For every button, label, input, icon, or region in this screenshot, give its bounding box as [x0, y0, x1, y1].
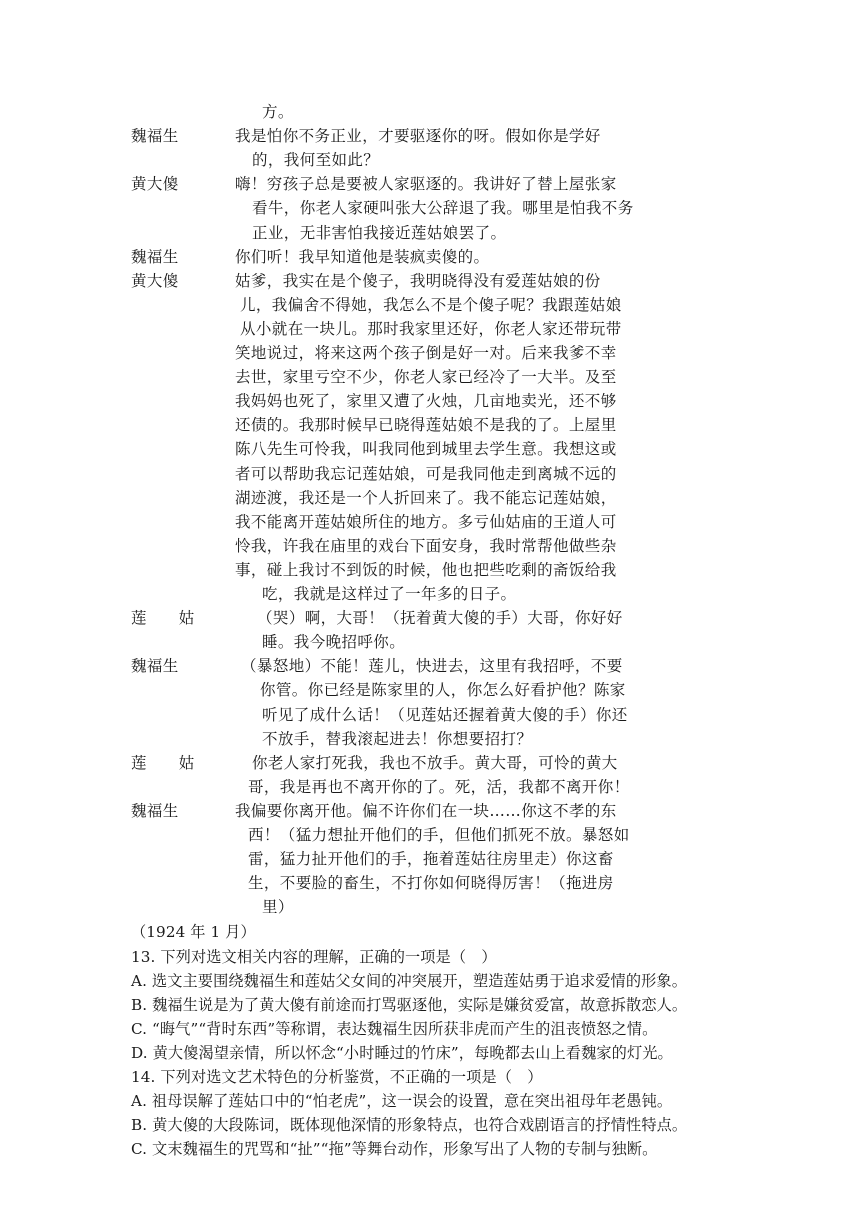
dialogue-line: 事，碰上我讨不到饭的时候，他也把些吃剩的斋饭给我	[235, 560, 617, 579]
dialogue-line: 的，我何至如此？	[252, 151, 380, 170]
date-note: （1924 年 1 月）	[131, 923, 256, 942]
question-13-option: B. 魏福生说是为了黄大傻有前途而打骂驱逐他，实际是嫌贫爱富，故意拆散恋人。	[131, 995, 688, 1014]
dialogue-line: 看牛，你老人家硬叫张大公辞退了我。哪里是怕我不务	[252, 199, 634, 218]
dialogue-line: 不放手，替我滚起进去！你想要招打？	[262, 729, 533, 748]
dialogue-line: 吃，我就是这样过了一年多的日子。	[262, 585, 517, 603]
dialogue-line: 你管。你已经是陈家里的人，你怎么好看护他？陈家	[260, 681, 626, 700]
speaker-name: 魏福生	[131, 127, 179, 146]
speaker-name: 黄大傻	[131, 271, 179, 290]
dialogue-line: （暴怒地）不能！莲儿，快进去，这里有我招呼，不要	[241, 657, 623, 676]
dialogue-line: 怜我，许我在庙里的戏台下面安身，我时常帮他做些杂	[235, 536, 617, 555]
question-14-option: A. 祖母误解了莲姑口中的“怕老虎”，这一误会的设置，意在突出祖母年老愚钝。	[131, 1092, 673, 1111]
dialogue-line: 陈八先生可怜我，叫我同他到城里去学生意。我想这或	[235, 440, 617, 459]
speaker-name: 魏福生	[131, 801, 179, 820]
dialogue-line: 里）	[262, 898, 294, 917]
dialogue-line: 我妈妈也死了，家里又遭了火烛，几亩地卖光，还不够	[235, 392, 617, 411]
question-13-stem: 13. 下列对选文相关内容的理解，正确的一项是（ ）	[131, 947, 497, 966]
dialogue-line: 笑地说过，将来这两个孩子倒是好一对。后来我爹不幸	[235, 344, 617, 362]
dialogue-line: 者可以帮助我忘记莲姑娘，可是我同他走到离城不远的	[235, 464, 617, 483]
dialogue-line: 从小就在一块儿。那时我家里还好，你老人家还带玩带	[240, 319, 622, 338]
question-14-stem: 14. 下列对选文艺术特色的分析鉴赏，不正确的一项是（ ）	[131, 1068, 543, 1086]
speaker-name: 莲 姑	[131, 609, 195, 628]
speaker-name: 魏福生	[131, 247, 179, 266]
speaker-name: 魏福生	[131, 657, 179, 676]
dialogue-line: 还债的。我那时候早已晓得莲姑娘不是我的了。上屋里	[235, 416, 617, 435]
dialogue-line: 睡。我今晚招呼你。	[262, 633, 406, 652]
dialogue-line: 嗨！穷孩子总是要被人家驱逐的。我讲好了替上屋张家	[235, 175, 617, 194]
dialogue-line: （哭）啊，大哥！（抚着黄大傻的手）大哥，你好好	[257, 609, 623, 628]
dialogue-line: 方。	[262, 103, 294, 121]
dialogue-line: 我偏要你离开他。偏不许你们在一块……你这不孝的东	[235, 801, 617, 820]
dialogue-line: 雷，猛力扯开他们的手，拖着莲姑往房里走）你这畜	[248, 850, 614, 869]
dialogue-line: 我是怕你不务正业，才要驱逐你的呀。假如你是学好	[235, 127, 601, 146]
dialogue-line: 湖迹渡，我还是一个人折回来了。我不能忘记莲姑娘，	[235, 488, 617, 507]
dialogue-line: 去世，家里亏空不少，你老人家已经冷了一大半。及至	[235, 368, 617, 387]
dialogue-line: 听见了成什么话！（见莲姑还握着黄大傻的手）你还	[262, 705, 628, 724]
question-14-option: C. 文末魏福生的咒骂和“扯”“拖”等舞台动作，形象写出了人物的专制与独断。	[131, 1140, 658, 1159]
dialogue-line: 你老人家打死我，我也不放手。黄大哥，可怜的黄大	[252, 753, 618, 772]
speaker-name: 莲 姑	[131, 753, 195, 772]
question-13-option: A. 选文主要围绕魏福生和莲姑父女间的冲突展开，塑造莲姑勇于追求爱情的形象。	[131, 971, 687, 990]
question-13-option: D. 黄大傻渴望亲情，所以怀念“小时睡过的竹床”，每晚都去山上看魏家的灯光。	[131, 1043, 673, 1062]
question-13-option: C. “晦气”“背时东西”等称谓，表达魏福生因所获非虎而产生的沮丧愤怒之情。	[131, 1019, 658, 1038]
question-14-option: B. 黄大傻的大段陈词，既体现他深情的形象特点，也符合戏剧语言的抒情性特点。	[131, 1116, 688, 1135]
dialogue-line: 儿，我偏舍不得她，我怎么不是个傻子呢？我跟莲姑娘	[240, 295, 622, 314]
dialogue-line: 姑爹，我实在是个傻子，我明晓得没有爱莲姑娘的份	[235, 271, 601, 290]
dialogue-line: 哥，我是再也不离开你的了。死，活，我都不离开你！	[248, 777, 630, 796]
speaker-name: 黄大傻	[131, 175, 179, 194]
dialogue-line: 你们听！我早知道他是装疯卖傻的。	[235, 247, 490, 266]
dialogue-line: 正业，无非害怕我接近莲姑娘罢了。	[252, 223, 507, 242]
dialogue-line: 生，不要脸的畜生，不打你如何晓得厉害！（拖进房	[248, 874, 614, 893]
dialogue-line: 我不能离开莲姑娘所住的地方。多亏仙姑庙的王道人可	[235, 512, 617, 531]
dialogue-line: 西！（猛力想扯开他们的手，但他们抓死不放。暴怒如	[248, 826, 630, 844]
